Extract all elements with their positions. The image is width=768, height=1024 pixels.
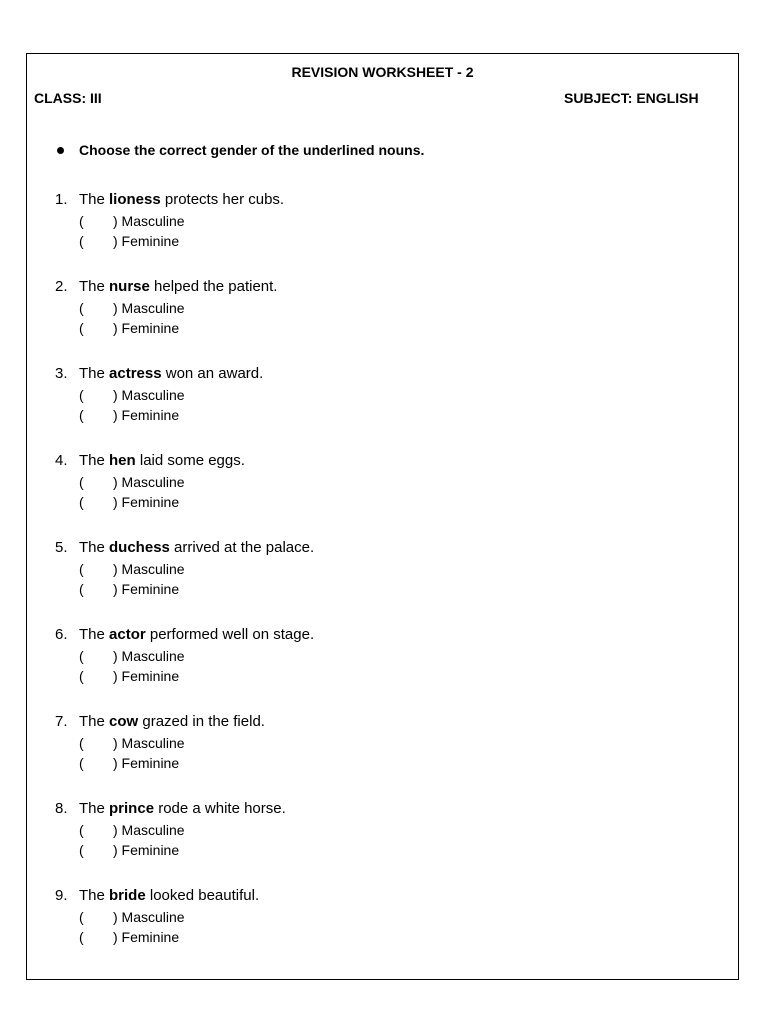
question-number: 9. [55, 887, 68, 904]
question-item [55, 363, 314, 450]
question-lead: The [79, 365, 110, 382]
option-label: ) Masculine [113, 822, 185, 838]
option-feminine[interactable] [55, 753, 314, 773]
option-label: ) Masculine [113, 648, 185, 664]
option-label: ) Masculine [113, 561, 185, 577]
option-paren: ( [79, 581, 84, 597]
option-label: ) Feminine [113, 842, 180, 858]
option-paren: ( [79, 842, 84, 858]
question-lead: The [79, 713, 110, 730]
question-text [55, 276, 314, 298]
question-text [55, 189, 314, 211]
subject-label: SUBJECT: ENGLISH [564, 90, 699, 106]
question-item [55, 798, 314, 885]
question-list [55, 189, 314, 972]
question-item [55, 450, 314, 537]
question-lead: The [79, 626, 110, 643]
question-noun: duchess [109, 539, 170, 556]
question-rest: protects her cubs. [160, 191, 285, 208]
option-label: ) Feminine [113, 668, 180, 684]
question-rest: arrived at the palace. [169, 539, 315, 556]
option-feminine[interactable] [55, 579, 314, 599]
bullet-icon [57, 147, 64, 154]
option-feminine[interactable] [55, 927, 314, 947]
option-feminine[interactable] [55, 231, 314, 251]
question-text [55, 885, 314, 907]
option-paren: ( [79, 233, 84, 249]
option-feminine[interactable] [55, 405, 314, 425]
question-rest: rode a white horse. [154, 800, 286, 817]
question-item [55, 885, 314, 972]
option-feminine[interactable] [55, 666, 314, 686]
question-item [55, 711, 314, 798]
option-paren: ( [79, 494, 84, 510]
question-rest: grazed in the field. [138, 713, 265, 730]
option-feminine[interactable] [55, 318, 314, 338]
instruction-text: Choose the correct gender of the underlined nouns. [79, 142, 425, 158]
option-paren: ( [79, 213, 84, 229]
question-number: 8. [55, 800, 68, 817]
question-noun: hen [109, 452, 136, 469]
option-masculine[interactable] [55, 211, 314, 231]
option-paren: ( [79, 909, 84, 925]
option-masculine[interactable] [55, 907, 314, 927]
option-label: ) Masculine [113, 909, 185, 925]
class-label: CLASS: III [34, 90, 102, 106]
option-paren: ( [79, 668, 84, 684]
question-lead: The [79, 800, 110, 817]
option-label: ) Masculine [113, 213, 185, 229]
question-noun: cow [109, 713, 139, 730]
option-paren: ( [79, 755, 84, 771]
option-label: ) Feminine [113, 494, 180, 510]
question-number: 3. [55, 365, 68, 382]
question-number: 4. [55, 452, 68, 469]
question-item [55, 624, 314, 711]
option-masculine[interactable] [55, 298, 314, 318]
option-masculine[interactable] [55, 820, 314, 840]
option-paren: ( [79, 387, 84, 403]
question-rest: won an award. [161, 365, 264, 382]
option-label: ) Masculine [113, 300, 185, 316]
question-lead: The [79, 887, 110, 904]
question-text [55, 798, 314, 820]
question-noun: actor [109, 626, 146, 643]
option-masculine[interactable] [55, 472, 314, 492]
option-masculine[interactable] [55, 559, 314, 579]
question-lead: The [79, 539, 110, 556]
instruction [57, 142, 424, 158]
question-number: 7. [55, 713, 68, 730]
option-paren: ( [79, 474, 84, 490]
option-label: ) Feminine [113, 233, 180, 249]
question-text [55, 711, 314, 733]
question-text [55, 363, 314, 385]
question-text [55, 450, 314, 472]
question-lead: The [79, 191, 110, 208]
worksheet-border [26, 53, 739, 980]
question-text [55, 624, 314, 646]
worksheet-title: REVISION WORKSHEET - 2 [291, 64, 474, 80]
option-label: ) Masculine [113, 387, 185, 403]
option-paren: ( [79, 929, 84, 945]
question-noun: lioness [109, 191, 161, 208]
question-lead: The [79, 278, 110, 295]
option-paren: ( [79, 407, 84, 423]
option-paren: ( [79, 300, 84, 316]
option-feminine[interactable] [55, 840, 314, 860]
option-masculine[interactable] [55, 385, 314, 405]
option-label: ) Feminine [113, 929, 180, 945]
option-label: ) Masculine [113, 474, 185, 490]
question-number: 1. [55, 191, 68, 208]
question-noun: bride [109, 887, 146, 904]
option-label: ) Feminine [113, 407, 180, 423]
question-number: 5. [55, 539, 68, 556]
question-rest: looked beautiful. [145, 887, 260, 904]
question-item [55, 276, 314, 363]
question-noun: prince [109, 800, 155, 817]
question-rest: laid some eggs. [135, 452, 245, 469]
option-feminine[interactable] [55, 492, 314, 512]
question-number: 6. [55, 626, 68, 643]
option-paren: ( [79, 561, 84, 577]
question-item [55, 189, 314, 276]
option-masculine[interactable] [55, 733, 314, 753]
question-rest: helped the patient. [149, 278, 278, 295]
option-paren: ( [79, 822, 84, 838]
option-paren: ( [79, 320, 84, 336]
option-masculine[interactable] [55, 646, 314, 666]
option-label: ) Feminine [113, 320, 180, 336]
question-text [55, 537, 314, 559]
question-lead: The [79, 452, 110, 469]
option-label: ) Feminine [113, 581, 180, 597]
question-item [55, 537, 314, 624]
option-paren: ( [79, 735, 84, 751]
question-rest: performed well on stage. [145, 626, 315, 643]
question-noun: actress [109, 365, 162, 382]
question-number: 2. [55, 278, 68, 295]
option-label: ) Masculine [113, 735, 185, 751]
question-noun: nurse [109, 278, 150, 295]
option-paren: ( [79, 648, 84, 664]
option-label: ) Feminine [113, 755, 180, 771]
